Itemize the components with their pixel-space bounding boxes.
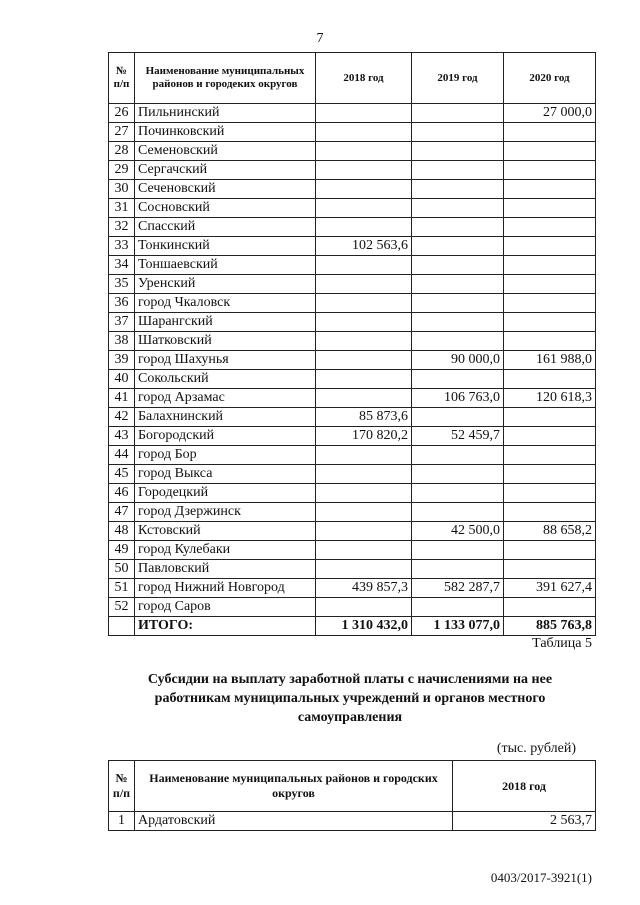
value-2018	[316, 503, 412, 522]
value-2018	[316, 522, 412, 541]
row-number: 44	[109, 446, 135, 465]
value-2019	[412, 313, 504, 332]
value-2018	[316, 389, 412, 408]
total-2020: 885 763,8	[504, 617, 596, 636]
district-name: Спасский	[135, 218, 316, 237]
value-2020: 27 000,0	[504, 104, 596, 123]
value-2020	[504, 256, 596, 275]
table-row	[109, 465, 596, 484]
table-row	[109, 123, 596, 142]
table-row	[109, 218, 596, 237]
district-name: город Чкаловск	[135, 294, 316, 313]
value-2018: 170 820,2	[316, 427, 412, 446]
row-number: 51	[109, 579, 135, 598]
header-2019: 2019 год	[412, 53, 504, 104]
district-name: город Арзамас	[135, 389, 316, 408]
row-number: 42	[109, 408, 135, 427]
value-2020	[504, 275, 596, 294]
value-2019	[412, 465, 504, 484]
value-2019	[412, 180, 504, 199]
table-row	[109, 579, 596, 598]
row-number: 41	[109, 389, 135, 408]
value-2018	[316, 275, 412, 294]
row-number: 50	[109, 560, 135, 579]
subsidy-table-continued	[108, 52, 596, 636]
table-header-row	[109, 53, 596, 104]
table-row	[109, 275, 596, 294]
district-name: Сеченовский	[135, 180, 316, 199]
district-name: Семеновский	[135, 142, 316, 161]
value-2018	[316, 256, 412, 275]
district-name: Тоншаевский	[135, 256, 316, 275]
value-2018	[316, 142, 412, 161]
value-2020	[504, 313, 596, 332]
table-row	[109, 313, 596, 332]
value-2020	[504, 294, 596, 313]
header-2018: 2018 год	[453, 761, 596, 812]
value-2020	[504, 218, 596, 237]
table-header-row	[109, 761, 596, 812]
table-row	[109, 237, 596, 256]
value-2019	[412, 199, 504, 218]
table-row	[109, 560, 596, 579]
district-name: город Шахунья	[135, 351, 316, 370]
value-2018: 2 563,7	[453, 812, 596, 831]
value-2019	[412, 446, 504, 465]
district-name: Сосновский	[135, 199, 316, 218]
header-2020: 2020 год	[504, 53, 596, 104]
document-code: 0403/2017-3921(1)	[490, 870, 592, 885]
value-2019	[412, 484, 504, 503]
row-number: 49	[109, 541, 135, 560]
district-name: город Нижний Новгород	[135, 579, 316, 598]
value-2019: 106 763,0	[412, 389, 504, 408]
value-2018	[316, 541, 412, 560]
district-name: Пильнинский	[135, 104, 316, 123]
value-2019	[412, 294, 504, 313]
district-name: город Дзержинск	[135, 503, 316, 522]
value-2018	[316, 351, 412, 370]
total-2019: 1 133 077,0	[412, 617, 504, 636]
total-num-cell	[109, 617, 135, 636]
table-row	[109, 541, 596, 560]
value-2020: 391 627,4	[504, 579, 596, 598]
value-2020	[504, 408, 596, 427]
value-2018	[316, 446, 412, 465]
value-2018	[316, 313, 412, 332]
table-row	[109, 484, 596, 503]
value-2018	[316, 465, 412, 484]
district-name: Шатковский	[135, 332, 316, 351]
table-row	[109, 256, 596, 275]
row-number: 40	[109, 370, 135, 389]
value-2019: 582 287,7	[412, 579, 504, 598]
value-2019	[412, 123, 504, 142]
total-2018: 1 310 432,0	[316, 617, 412, 636]
value-2019: 90 000,0	[412, 351, 504, 370]
value-2018	[316, 161, 412, 180]
value-2019	[412, 256, 504, 275]
table-row	[109, 142, 596, 161]
table-row	[109, 370, 596, 389]
value-2020	[504, 427, 596, 446]
table-row	[109, 332, 596, 351]
district-name: Богородский	[135, 427, 316, 446]
value-2018: 102 563,6	[316, 237, 412, 256]
value-2020: 161 988,0	[504, 351, 596, 370]
row-number: 36	[109, 294, 135, 313]
district-name: Балахнинский	[135, 408, 316, 427]
table-row	[109, 294, 596, 313]
value-2018	[316, 484, 412, 503]
value-2018	[316, 598, 412, 617]
value-2020	[504, 484, 596, 503]
header-num: № п/п	[109, 53, 135, 104]
value-2018	[316, 123, 412, 142]
value-2019	[412, 560, 504, 579]
row-number: 48	[109, 522, 135, 541]
value-2020	[504, 370, 596, 389]
row-number: 30	[109, 180, 135, 199]
value-2018	[316, 370, 412, 389]
section-title: Субсидии на выплату заработной платы с начислениями на нее работникам муниципальных учреждений и органов местного самоуправления	[147, 672, 553, 725]
row-number: 39	[109, 351, 135, 370]
district-name: Уренский	[135, 275, 316, 294]
value-2020	[504, 598, 596, 617]
district-name: Тонкинский	[135, 237, 316, 256]
value-2020	[504, 446, 596, 465]
table-row	[109, 446, 596, 465]
row-number: 32	[109, 218, 135, 237]
district-name: Ардатовский	[135, 812, 453, 831]
row-number: 45	[109, 465, 135, 484]
row-number: 31	[109, 199, 135, 218]
row-number: 27	[109, 123, 135, 142]
table-row	[109, 408, 596, 427]
row-number: 47	[109, 503, 135, 522]
row-number: 35	[109, 275, 135, 294]
value-2020	[504, 465, 596, 484]
table-label: Таблица 5	[532, 636, 592, 651]
value-2019: 52 459,7	[412, 427, 504, 446]
header-2018: 2018 год	[316, 53, 412, 104]
district-name: город Бор	[135, 446, 316, 465]
row-number: 29	[109, 161, 135, 180]
value-2019	[412, 237, 504, 256]
district-name: город Саров	[135, 598, 316, 617]
value-2018	[316, 199, 412, 218]
value-2018	[316, 294, 412, 313]
table-row	[109, 427, 596, 446]
row-number: 26	[109, 104, 135, 123]
page-number: 7	[316, 31, 324, 46]
district-name: Починковский	[135, 123, 316, 142]
value-2020	[504, 541, 596, 560]
value-2020	[504, 180, 596, 199]
row-number: 52	[109, 598, 135, 617]
table-row	[109, 598, 596, 617]
header-num: № п/п	[109, 761, 135, 812]
table-row	[109, 104, 596, 123]
value-2019	[412, 161, 504, 180]
value-2019	[412, 218, 504, 237]
value-2018: 439 857,3	[316, 579, 412, 598]
value-2020	[504, 332, 596, 351]
total-label: ИТОГО:	[135, 617, 316, 636]
table-row	[109, 351, 596, 370]
district-name: Шарангский	[135, 313, 316, 332]
value-2020	[504, 237, 596, 256]
value-2019	[412, 104, 504, 123]
header-name: Наименование муниципальных районов и городских округов	[135, 761, 453, 812]
value-2020	[504, 161, 596, 180]
value-2019	[412, 408, 504, 427]
row-number: 1	[109, 812, 135, 831]
value-2018	[316, 332, 412, 351]
district-name: город Кулебаки	[135, 541, 316, 560]
table-row	[109, 180, 596, 199]
row-number: 37	[109, 313, 135, 332]
value-2020	[504, 123, 596, 142]
value-2020	[504, 503, 596, 522]
value-2020: 88 658,2	[504, 522, 596, 541]
row-number: 43	[109, 427, 135, 446]
table-row	[109, 199, 596, 218]
value-2019	[412, 370, 504, 389]
value-2020	[504, 560, 596, 579]
header-name: Наименование муниципальных районов и городеких округов	[135, 53, 316, 104]
district-name: Городецкий	[135, 484, 316, 503]
value-2020: 120 618,3	[504, 389, 596, 408]
value-2018	[316, 218, 412, 237]
value-2018	[316, 104, 412, 123]
value-2019	[412, 541, 504, 560]
value-2018	[316, 560, 412, 579]
value-2019	[412, 503, 504, 522]
table-row	[109, 503, 596, 522]
district-name: Кстовский	[135, 522, 316, 541]
unit-note: (тыс. рублей)	[496, 741, 576, 756]
value-2019	[412, 275, 504, 294]
value-2020	[504, 199, 596, 218]
table-row	[109, 812, 596, 831]
row-number: 38	[109, 332, 135, 351]
district-name: город Выкса	[135, 465, 316, 484]
value-2019: 42 500,0	[412, 522, 504, 541]
value-2019	[412, 332, 504, 351]
value-2019	[412, 598, 504, 617]
salary-subsidy-table	[108, 760, 596, 831]
row-number: 46	[109, 484, 135, 503]
row-number: 33	[109, 237, 135, 256]
table-row	[109, 522, 596, 541]
district-name: Сергачский	[135, 161, 316, 180]
row-number: 28	[109, 142, 135, 161]
table-row	[109, 161, 596, 180]
row-number: 34	[109, 256, 135, 275]
value-2020	[504, 142, 596, 161]
district-name: Сокольский	[135, 370, 316, 389]
value-2018: 85 873,6	[316, 408, 412, 427]
table-row	[109, 389, 596, 408]
value-2018	[316, 180, 412, 199]
value-2019	[412, 142, 504, 161]
district-name: Павловский	[135, 560, 316, 579]
total-row	[109, 617, 596, 636]
